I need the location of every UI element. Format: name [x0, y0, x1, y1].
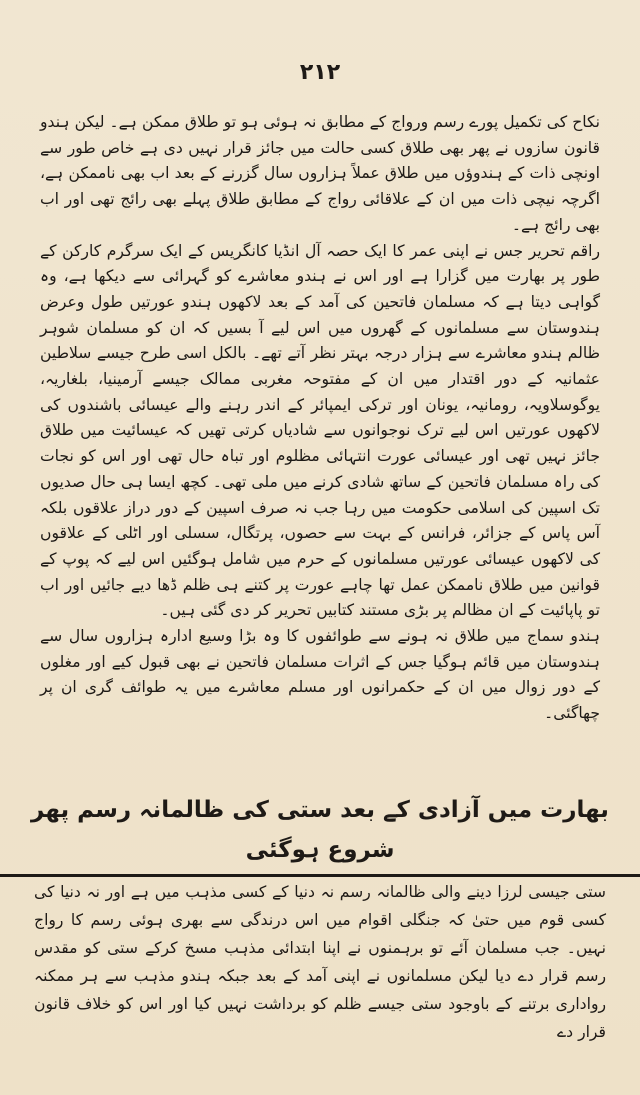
- body-text: [40, 110, 600, 727]
- paragraph-3: ہندو سماج میں طلاق نہ ہونے سے طوائفوں کا وہ بڑا وسیع ادارہ ہزاروں سال سے ہندوستان میں قائم ہوگیا جس کے اثرات مسلمان فاتحین نے بھی قبول کیے اور مغلوں کے دور زوال میں ان کے حکمرانوں اور مسلم معاشرے میں یہ طوائف گری ان پر چھاگئی۔: [40, 627, 600, 723]
- section-heading-box: [0, 790, 640, 877]
- section-heading: بھارت میں آزادی کے بعد ستی کی ظالمانہ رسم پھر شروع ہوگئی: [0, 790, 640, 877]
- paragraph-1: نکاح کی تکمیل پورے رسم ورواج کے مطابق نہ ہوئی ہو تو طلاق ممکن ہے۔ لیکن ہندو قانون سازوں نے پھر بھی طلاق کسی حالت میں جائز قرار نہیں دی ہے خاص طور سے اونچی ذات کے ہندوؤں میں طلاق عملاً ہزاروں سال گزرنے کے بعد اب بھی ناممکن ہے، اگرچہ نیچی ذات میں ان کے علاقائی رواج کے مطابق طلاق پہلے بھی رائج تھی اور اب بھی رائج ہے۔: [40, 113, 600, 234]
- paragraph-2: راقم تحریر جس نے اپنی عمر کا ایک حصہ آل انڈیا کانگریس کے ایک سرگرم کارکن کے طور پر بھارت میں گزارا ہے اور اس نے ہندو معاشرے کو گہرائی سے دیکھا ہے، وہ گواہی دیتا ہے کہ مسلمان فاتحین کی آمد کے بعد لاکھوں ہندو عورتیں طول وعرض ہندوستان سے مسلمانوں کے گھروں میں اس لیے آ بسیں کہ ان کو مسلمان شوہر ظالم ہندو معاشرے سے ہزار درجہ بہتر نظر آتے تھے۔ بالکل اسی طرح جیسے سلاطین عثمانیہ کے دور اقتدار میں ان کے مفتوحہ مغربی ممالک جیسے آرمینیا، بلغاریہ، یوگوسلاویہ، رومانیہ، یونان اور ترکی ایمپائر کے اندر رہنے والے عیسائی باشندوں کی لاکھوں عورتیں اس لیے ترک نوجوانوں سے شادیاں کرتی تھیں کہ عیسائیت میں طلاق جائز نہیں تھی اور عیسائی عورت انتہائی مظلوم اور تباہ حال تھی اور اس کو نجات کی راہ مسلمان فاتحین کے ساتھ شادی کرنے میں ملی تھی۔ کچھ ایسا ہی حال صدیوں تک اسپین کی اسلامی حکومت میں رہا جب نہ صرف اسپین کے دور دراز علاقوں بلکہ آس پاس کے جزائر، فرانس کے بہت سے حصوں، پرتگال، سسلی اور اٹلی کے علاقوں کی لاکھوں عیسائی عورتیں مسلمانوں کے حرم میں شامل ہوگئیں اس لیے کہ پوپ کے قوانین میں طلاق ناممکن عمل تھا چاہے عورت پر کتنے ہی ظلم ڈھا دیے جائیں اور اب تو پاپائیت کے ان مظالم پر بڑی مستند کتابیں تحریر کر دی گئی ہیں۔: [40, 241, 600, 620]
- section-text: [34, 878, 606, 1046]
- page-number: ۲۱۲: [299, 60, 341, 85]
- section-paragraph: ستی جیسی لرزا دینے والی ظالمانہ رسم نہ دنیا کے کسی مذہب میں ہے اور نہ دنیا کی کسی قوم میں حتیٰ کہ جنگلی اقوام میں اس درندگی سے بھری ہوئی رسم کا رواج نہیں۔ جب مسلمان آئے تو برہمنوں نے اپنا ابتدائی مذہب مسخ کرکے ستی کو مقدس رسم قرار دے دیا لیکن مسلمانوں نے اپنی آمد کے بعد جبکہ ہندو مذہب سے ہر ممکنہ رواداری برتنے کے باوجود ستی جیسے ظلم کو برداشت نہیں کیا اور اس کو خلاف قانون قرار دے: [34, 883, 606, 1041]
